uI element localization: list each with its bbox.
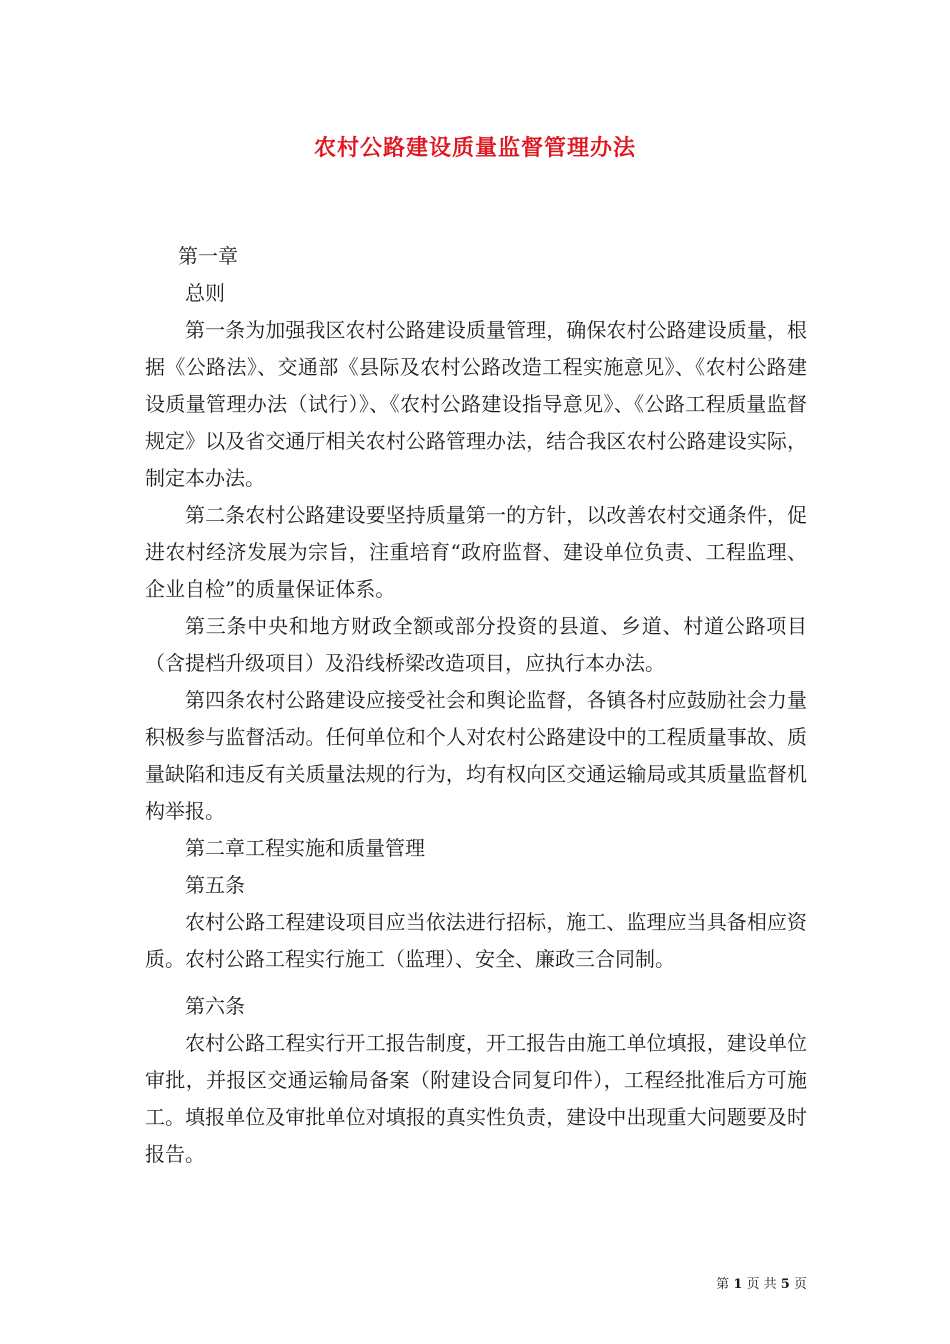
chapter-heading: 第二章工程实施和质量管理: [185, 836, 425, 860]
document-title: 农村公路建设质量监督管理办法: [313, 135, 636, 161]
article-paragraph: 第一条为加强我区农村公路建设质量管理，确保农村公路建设质量，根据《公路法》、交通部《县际及农村公路改造工程实施意见》、《农村公路建设质量管理办法（试行）》、《农村公路建设指导意见》、《公路工程质量监督规定》以及省交通厅相关农村公路管理办法，结合我区农村公路建设实际，制定本办法。: [145, 318, 807, 490]
current-page-number: 1: [733, 1277, 743, 1292]
chapter-heading: 第一章: [178, 244, 238, 268]
article-paragraph: 第二条农村公路建设要坚持质量第一的方针，以改善农村交通条件，促进农村经济发展为宗旨，注重培育“政府监督、建设单位负责、工程监理、企业自检”的质量保证体系。: [145, 503, 807, 601]
document-body: [145, 238, 807, 1173]
footer-middle: 页 共: [746, 1277, 777, 1292]
total-page-number: 5: [780, 1277, 790, 1292]
article-paragraph: 农村公路工程实行开工报告制度，开工报告由施工单位填报，建设单位审批，并报区交通运输局备案（附建设合同复印件），工程经批准后方可施工。填报单位及审批单位对填报的真实性负责，建设中出现重大问题要及时报告。: [145, 1031, 807, 1166]
footer-suffix: 页: [793, 1277, 807, 1292]
article-paragraph: 第四条农村公路建设应接受社会和舆论监督，各镇各村应鼓励社会力量积极参与监督活动。任何单位和个人对农村公路建设中的工程质量事故、质量缺陷和违反有关质量法规的行为，均有权向区交通运输局或其质量监督机构举报。: [145, 688, 807, 823]
article-heading: 第六条: [185, 994, 245, 1018]
article-paragraph: 农村公路工程建设项目应当依法进行招标，施工、监理应当具备相应资质。农村公路工程实行施工（监理）、安全、廉政三合同制。: [145, 910, 807, 971]
article-heading: 第五条: [185, 873, 245, 897]
section-heading: 总则: [185, 281, 225, 305]
page-number-footer: [716, 1276, 807, 1294]
article-paragraph: 第三条中央和地方财政全额或部分投资的县道、乡道、村道公路项目（含提档升级项目）及沿线桥梁改造项目，应执行本办法。: [145, 614, 807, 675]
footer-prefix: 第: [716, 1277, 730, 1292]
